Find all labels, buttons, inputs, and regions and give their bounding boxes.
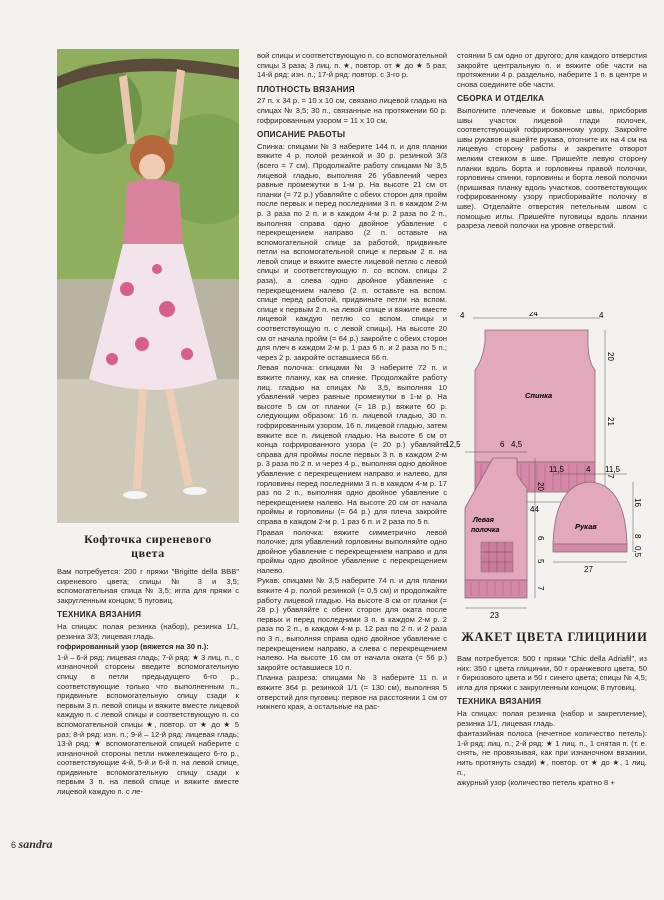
jacket-title: ЖАКЕТ ЦВЕТА ГЛИЦИНИИ [461,630,648,644]
pleat-pattern-heading: гофрированный узор (вяжется на 30 п.): [57,642,209,652]
instructions-heading: ОПИСАНИЕ РАБОТЫ [257,130,346,140]
blouse-title-line1: Кофточка сиреневого [84,532,212,546]
right-column-top [457,51,647,232]
dim-sleeve-band: 0,5 [633,546,642,558]
sleeve-label: Рукав [575,522,597,531]
dim-front-upper: 6 [536,536,545,541]
buttonhole-continued: стоянии 5 см одно от другого; для каждого отверстия закройте центральную п. и вяжите обе части на протяжении 4 р. раздельно, наберите 1 п. в центре и снова соедините обе части. [457,51,647,89]
back-instructions: Спинка: спицами № 3 наберите 144 п. и для планки вяжите 4 р. полой резинкой и 30 р. резинкой 3/3 (всего = 7 см). Продолжайте работу спицами № 3,5 лицевой гладью, выполняя 26 убавлений через равные промежутки в 1-м р. На высоте 21 см от планки (= 72 р.) убавляйте с обеих сторон для пройм после первых и перед последними 3 п. в каждом 2-м р. 3 раза по 2 п. и в каждом 4-м р. 2 раза по 2 п., выполняя справа одно двойное убавление с перекрещением направо (2 п. оставьте на вспомогательной спице за работой, придвиньте петли на вспомогательной спице к первым 2 п. на левой спице и вяжите вместе лицевой петлю с левой спицы и соответствующую п. со вспом. спицы 2 раза), а слева одно двойное убавление с перекрещением налево (2 п. оставьте на вспом. спице перед работой, придвиньте петли на вспом. спице к первым 2 п. на левой спице и вяжите вместе лицевой каждую петлю со вспом. спицы и соответствующую п. с левой спицы). На высоте 20 см от начала пройм (= 64 р.) закройте с обеих сторон для плеч в каждом 2-м р. 1 раз 6 п. и 2 раза по 5 п.; через 2 р. закройте оставшиеся 66 п. [257,141,447,362]
dim-front-pattern: 5 [536,559,545,564]
left-column [57,567,239,798]
dim-front-neck: 12,5 [445,440,461,449]
placket-instructions: Планка разреза: спицами № 3 наберите 11 п. и вяжите 364 р. резинкой 1/1 (= 130 см), выполняя 5 отверстий для пуговиц: первое на расстоянии 1 см от нижнего края, а остальные на рас- [257,673,447,712]
dim-back-body: 21 [606,417,615,426]
dim-front-armhole-width: 4,5 [511,440,523,449]
gauge-heading: ПЛОТНОСТЬ ВЯЗАНИЯ [257,84,355,94]
blouse-technique: На спицах: полая резинка (набор), резинка 1/1, резинка 3/3; лицевая гладь. [57,621,239,641]
jacket-technique: На спицах: полая резинка (набор и закрепление), резинка 1/1, лицевая гладь. [457,708,647,728]
assembly-text: Выполните плечевые и боковые швы, присборив швы участок лицевой глади полочек, соответствующий гофрированному узору. Закройте швы рукавов и вшейте рукава, отогните их на 4 см на лицевую сторону работы и закрепите отворот мелким стежком в шве. Пришейте левую сторону планки вдоль борта и горловины правой полочки, горловины спинки, горловины и борта левой полочки (пришивая планку вдоль участков, соответствующих гофрированному узору присборивайте полочку в шве). Отделайте отверстия петельным швом с помощью иглы. Пришейте пуговицы вдоль планки разреза левой полочки на уровне отверстий. [457,105,647,231]
dim-sleeve-cap-left: 11,5 [549,465,564,474]
sleeve-instructions: Рукав: спицами № 3,5 наберите 74 п. и для планки вяжите 4 р. полой резинкой (= 0,5 см) и продолжайте работу лицевой гладью. На высоте 8 см от планки (= 28 р.) убавляйте с обеих сторон для оката после первых и перед последними 3 п. в каждом 2-м р. 2 раза по 2 п., в каждом 4-м р. 12 раз по 2 п. и 2 раза по 3 п., выполняя справа одно двойное убавление с перекрещением направо, а слева с перекрещением налево. На высоте 16 см от начала оката (= 56 р.) закройте оставшиеся 10 п. [257,576,447,672]
gauge-text: 27 п. х 34 р. = 10 х 10 см, связано лицевой гладью на спицах № 3,5; 30 п., связанные на протяжении 60 р. гофрированным узором = 11 х 10 см. [257,96,447,125]
left-front-label-2: полочка [471,527,500,534]
dim-front-shoulder: 6 [500,440,505,449]
fancy-stripe-pattern: фантазийная полоса (нечетное количество петель): 1-й ряд: лиц. п.; 2-й ряд: ★ 1 лиц. п., 1 снятая п. (т. е. снять, не провязывая, как при изнаночном вязании, нить протянуть сзади) ★, повтор. от ★ до ★, 1 лиц. п., [457,729,647,777]
jacket-materials: Вам потребуется: 500 г пряжи "Chic della Adriafil", из них: 350 г цвета глицинии, 50 г оранжевого цвета, 50 г бирюзового цвета и 50 г синего цвета; спицы № 4,5; игла для пряжи с закругленным концом; 8 пуговиц. [457,654,647,692]
dim-back-shoulder-left: 4 [460,312,465,320]
dim-sleeve-body: 8 [633,534,642,539]
photo-illustration [57,49,239,523]
page-number: 6 [11,840,17,850]
page-footer [11,837,53,852]
brand-name: sandra [18,837,53,851]
right-column-bottom [457,654,647,789]
blouse-technique-heading: ТЕХНИКА ВЯЗАНИЯ [57,610,142,620]
left-front-label-1: Левая [473,517,494,524]
dim-back-band: 7 [606,474,615,479]
blouse-title-line2: цвета [131,546,165,560]
assembly-heading: СБОРКА И ОТДЕЛКА [457,94,545,104]
left-front-instructions: Левая полочка: спицами № 3 наберите 72 п. и вяжите планку, как на спинке. Продолжайте работу лиц. гладью на спицах № 3,5, выполняя 10 убавлений через равные промежутки в 1-м р. На высоте 5 см от планки (= 18 р.) вяжите 60 р. следующим образом: 16 п. лицевой гладью, 30 п. гофрированным узором, 16 п. лицевой гладью, затем вяжите все п. лицевой гладью. На высоте 6 см от конца гофрированного узора (= 20 р.) убавляйте справа для проймы после первых 3 п. в каждом 2-м р. 3 раза по 2 п. и через 4 р., выполняя одно двойное убавление с перекрещением направо и налево, для горловины перед последними 3 п. в каждом 4-м р. 17 раз по 2 п., выполняя одно двойное убавление с перекрещением налево. На высоте 20 см от начала проймы и горловины (= 64 р.) для плеча закройте справа в каждом 2-м р. 1 раз 6 п. и 2 раза по 5 п. [257,363,447,526]
lace-pattern: ажурный узор (количество петель кратно 8 + [457,778,615,788]
blouse-title [57,532,239,560]
dim-sleeve-cap-right: 11,5 [605,465,620,474]
dim-front-armhole: 20 [536,482,545,491]
back-label: Спинка [525,391,553,400]
blouse-materials: Вам потребуется: 200 г пряжи "Brigitte della BBB" сиреневого цвета; спицы № 3 и 3,5; вспомогательная спица № 3,5; игла для пряжи с закругленным концом; 5 пуговиц. [57,567,239,605]
dim-back-width: 44 [530,505,539,514]
model-photo [57,49,239,523]
dim-back-shoulder-right: 4 [599,312,604,320]
right-front-instructions: Правая полочка: вяжите симметрично левой полочке; для убавлений горловины выполняйте одно двойное убавление с перекрещением направо и для проймы одно двойное убавление с перекрещением налево. [257,527,447,575]
dim-front-width: 23 [490,611,499,620]
pleat-pattern-rows: 1-й – 6-й ряд: лицевая гладь; 7-й ряд: ★ 3 лиц. п., с изнаночной стороны введите вспомогательную спицу в петли предыдущего 6-го р., соответствующие только что выполненным п., придвиньте вспомогательную спицу сзади к первым 3 п. левой спицы и вяжите вместе лицевой каждую п. с левой спицы и соответствующую п. со вспомогательной спицы ★, повтор. от ★ до ★ 5 раз; 8-й ряд: изн. п.; 9-й – 12-й ряд: лицевая гладь; 13-й ряд: ★ вспомогательной спицей наберите с изнаночной стороны петли нижележащего 6-го р., соответствующие 4-й, 5-й и 6-й п. на левой спице, придвиньте вспомогательную спицу сзади к первым 3 п. на левой спице и вяжите вместе лицевой каждую п. с ле- [57,652,239,797]
pleat-pattern-continued: вой спицы и соответствующую п. со вспомогательной спицы 3 раза; 3 лиц. п. ★, повтор. от ★ до ★ 5 раз; 14-й ряд: изн. п.; 17-й ряд: повтор. с 3-го р. [257,51,447,80]
dim-front-band: 7 [536,586,545,591]
dim-sleeve-top: 4 [586,465,591,474]
middle-column [257,51,447,713]
jacket-technique-heading: ТЕХНИКА ВЯЗАНИЯ [457,697,542,707]
dim-sleeve-width: 27 [584,565,593,574]
schematic-diagrams [445,312,650,624]
dim-back-armhole: 20 [606,352,615,361]
dim-sleeve-cap: 16 [633,498,642,507]
dim-back-neck: 24 [529,312,538,318]
